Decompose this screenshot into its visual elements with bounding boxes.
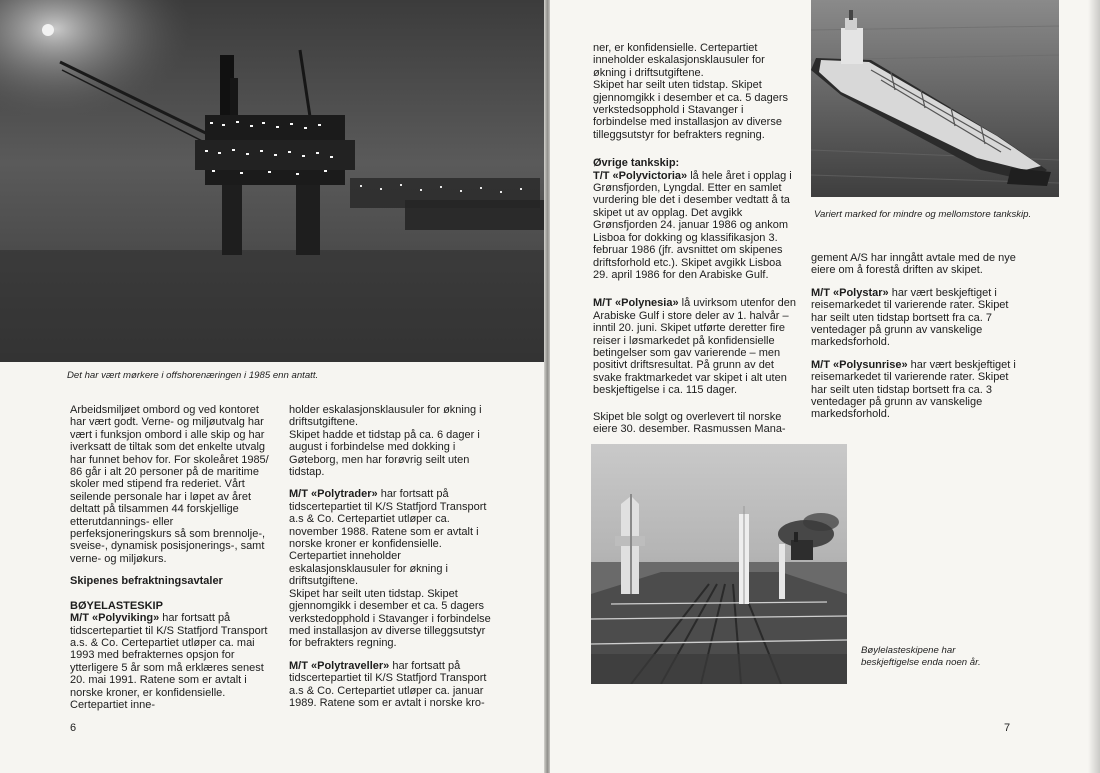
body-paragraph: M/T «Polysunrise» har vært beskjeftiget i reisemarkedet til varierende rater. Skipet har seilt uten tidstap bortsett fra ca. 3 ventedager på grunn av vanskelige markedsforhold.	[811, 358, 1016, 421]
section-heading: Øvrige tankskip:	[593, 157, 680, 170]
left-column-2	[289, 404, 493, 709]
body-paragraph: M/T «Polytraveller» har fortsatt på tidscertepartiet til K/S Statfjord Transport a.s & Co. Certepartiet utløper ca. januar 1989. Ratene som er avtalt i norske kro-	[289, 659, 487, 709]
page-edge-shadow	[1088, 0, 1100, 773]
body-paragraph: Skipet hadde et tidstap på ca. 6 dager i august i forbindelse med dokking i Gøteborg, men har forøvrig seilt uten tidstap.	[289, 428, 480, 479]
sub-heading: BØYELASTESKIP	[70, 599, 163, 612]
body-paragraph: gement A/S har inngått avtale med de nye eiere om å forestå driften av skipet.	[811, 252, 1016, 277]
right-column-1	[593, 42, 797, 435]
tanker-ship-photo	[811, 0, 1059, 197]
body-paragraph: Arbeidsmiljøet ombord og ved kontoret har vært godt. Verne- og miljøutvalg har vært i funksjon ombord i alle skip og har iverksatt de tiltak som det enkelte utvalg har funnet behov for. For skoleåret 1985/ 86 går i alt 20 personer på de maritime skoler med stipend fra rederiet. Vårt seilende personale har i løpet av året deltatt på tilsammen 44 forskjellige etterutdannings- eller perfeksjoneringskurs så som brennolje-, sveise-, dynamisk posisjonerings-, samt verne- og miljøkurs.	[70, 404, 269, 565]
ship-name: T/T «Polyvictoria»	[593, 169, 688, 182]
ship-name: M/T «Polysunrise»	[811, 358, 908, 371]
body-paragraph: Skipet ble solgt og overlevert til norske eiere 30. desember. Rasmussen Mana-	[593, 410, 786, 435]
ship-name: M/T «Polynesia»	[593, 297, 679, 310]
tanker-caption: Variert marked for mindre og mellomstore tankskip.	[814, 209, 1032, 220]
offshore-platform-photo	[0, 0, 545, 362]
body-paragraph: holder eskalasjonsklausuler for økning i driftsutgiftene.	[289, 404, 482, 429]
body-paragraph: M/T «Polytrader» har fortsatt på tidscertepartiet til K/S Statfjord Transport a.s & Co. Certepartiet utløper ca. november 1988. Ratene som er avtalt i norske kroner er konfidensielle. Certepartiet inneholder eskalasjonsklausuler for økning i driftsutgiftene.	[289, 488, 487, 588]
body-paragraph: ner, er konfidensielle. Certepartiet inneholder eskalasjonsklausuler for økning i driftsutgiftene.	[593, 42, 765, 79]
body-paragraph: M/T «Polyviking» har fortsatt på tidscertepartiet til K/S Statfjord Transport a.s. & Co. Certepartiet utløper ca. mai 1993 med befrakternes opsjon for ytterligere 5 år som må erklæres senest 20. mai 1991. Ratene som er avtalt i norske kroner, er konfidensielle. Certepartiet inne-	[70, 612, 268, 711]
page-number: 7	[1004, 722, 1011, 734]
photo-caption: Det har vært mørkere i offshorenæringen i 1985 enn antatt.	[67, 370, 319, 381]
body-paragraph: T/T «Polyvictoria» lå hele året i opplag i Grønsfjorden, Lyngdal. Etter en samlet vurdering ble det i desember vedtatt å ta skipet ut av opplag. Det avgikk Grønsfjorden 24. januar 1986 og ankom Lisboa for dokking og klassifikasjon 3. februar 1986 (jfr. avsnittet om skipenes driftsforhold etc.). Skipet avgikk Lisboa 29. april 1986 for den Arabiske Gulf.	[593, 169, 792, 281]
section-heading: Skipenes befraktningsavtaler	[70, 575, 223, 588]
body-paragraph: M/T «Polynesia» lå uvirksom utenfor den Arabiske Gulf i store deler av 1. halvår – inntil 20. juni. Skipet utførte deretter fire reiser i løsmarkedet på konfidensielle betingelser som gav varierende – men positivt driftsresultat. På grunn av det svake fraktmarkedet var skipet i alt uten beskjeftigelse i ca. 115 dager.	[593, 297, 796, 397]
deck-caption: Bøylelasteskipene har beskjeftigelse enda noen år.	[861, 645, 981, 668]
page-number: 6	[70, 722, 77, 734]
left-column-1	[70, 404, 274, 711]
right-page	[550, 0, 1100, 773]
ship-name: M/T «Polytrader»	[289, 488, 378, 501]
ship-name: M/T «Polytraveller»	[289, 659, 390, 672]
right-column-2	[811, 252, 1016, 421]
ship-name: M/T «Polystar»	[811, 286, 889, 299]
body-paragraph: M/T «Polystar» har vært beskjeftiget i reisemarkedet til varierende rater. Skipet har seilt uten tidstap bortsett fra ca. 7 ventedager på grunn av vanskelige markedsforhold.	[811, 286, 1009, 349]
body-paragraph: Skipet har seilt uten tidstap. Skipet gjennomgikk i desember et ca. 5 dagers verkstedsopphold i Stavanger i forbindelse med installasjon av diverse tilleggsutstyr for befrakters regning.	[593, 79, 789, 141]
left-page	[0, 0, 545, 773]
ship-name: M/T «Polyviking»	[70, 612, 160, 625]
deck-platform-photo	[591, 444, 847, 684]
body-paragraph: Skipet har seilt uten tidstap. Skipet gjennomgikk i desember et ca. 5 dagers verkstedopphold i Stavanger i forbindelse med installasjon av diverse tilleggsutstyr for befrakters regning.	[289, 587, 491, 650]
